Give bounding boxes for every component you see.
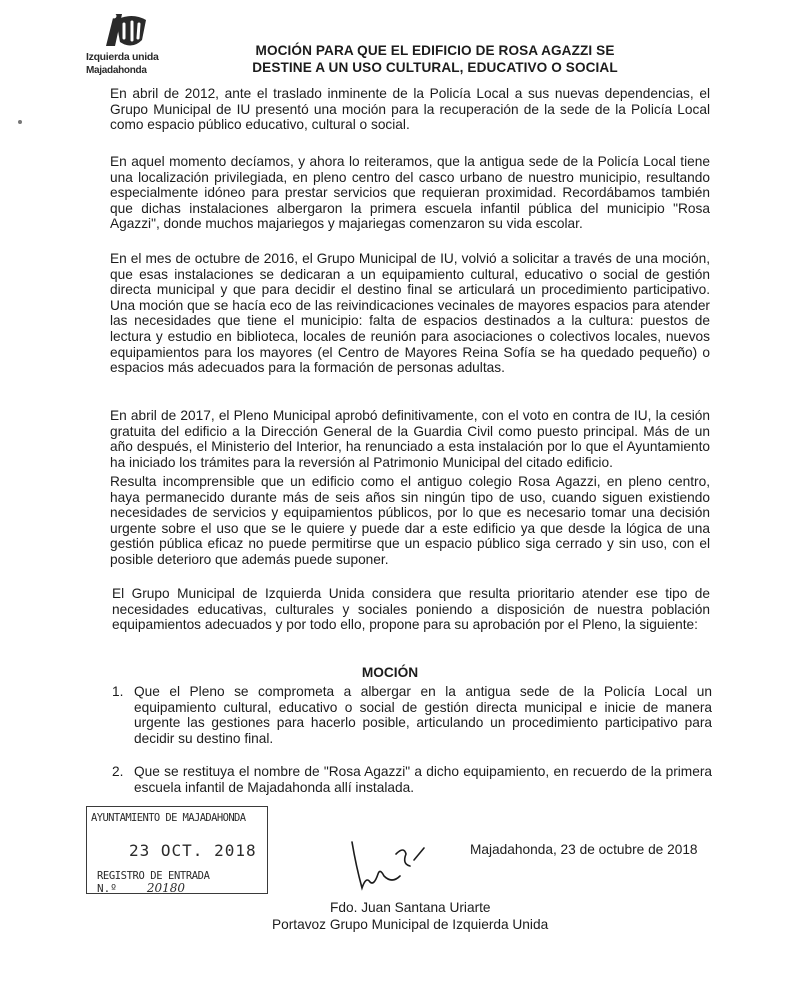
stamp-number (97, 881, 185, 895)
paragraph-5: Resulta incomprensible que un edificio como el antiguo colegio Rosa Agazzi, en pleno centro, haya permanecido durante más de seis años sin ningún tipo de uso, cuando siguen existiendo necesidades de servicios y equipamientos públicos, por lo que es necesario tomar una decisión urgente sobre el uso que se le quiere y puede dar a este edificio ya que desde la lógica de una gestión pública eficaz no puede permitirse que un espacio público siga cerrado y sin uso, con el posible deterioro que además puede suponer. (110, 474, 710, 567)
paragraph-4: En abril de 2017, el Pleno Municipal aprobó definitivamente, con el voto en contra de IU, la cesión gratuita del edificio a la Dirección General de la Guardia Civil como puesto principal. Más de un año después, el Ministerio del Interior, ha renunciado a esta instalación por lo que el Ayuntamiento ha iniciado los trámites para la reversión al Patrimonio Municipal del citado edificio. (110, 408, 710, 470)
izquierda-unida-logo (86, 10, 166, 76)
item-text: Que el Pleno se comprometa a albergar en la antigua sede de la Policía Local un equipamiento cultural, educativo o social de gestión directa municipal e inicie de manera urgente las gestiones para hacerlo posible, articulando un procedimiento participativo para decidir su destino final. (134, 684, 712, 746)
stamp-number-label: N.º (97, 882, 117, 895)
place-and-date: Majadahonda, 23 de octubre de 2018 (470, 842, 698, 857)
stamp-number-value: 20180 (146, 881, 186, 895)
item-number: 2. (112, 764, 124, 779)
registry-stamp (86, 806, 268, 894)
signer-role: Portavoz Grupo Municipal de Izquierda Unida (272, 917, 549, 932)
title-line-2: DESTINE A UN USO CULTURAL, EDUCATIVO O SOCIAL (252, 60, 618, 75)
signature-icon (340, 836, 440, 896)
scan-edge-mark (18, 120, 22, 124)
item-number: 1. (112, 684, 124, 699)
item-text: Que se restituya el nombre de "Rosa Agazzi" a dicho equipamiento, en recuerdo de la primera escuela infantil de Majadahonda allí instalada. (134, 764, 712, 795)
paragraph-6: El Grupo Municipal de Izquierda Unida considera que resulta prioritario atender ese tipo de necesidades educativas, culturales y sociales poniendo a disposición de nuestra población equipamientos adecuados y por todo ello, propone para su aprobación por el Pleno, la siguiente: (112, 586, 710, 633)
logo-text-line2: Majadahonda (86, 65, 147, 76)
stamp-date: 23 OCT. 2018 (129, 841, 257, 860)
mocion-item-2 (112, 764, 712, 795)
paragraph-2: En aquel momento decíamos, y ahora lo reiteramos, que la antigua sede de la Policía Local tiene una localización privilegiada, en pleno centro del casco urbano de nuestro municipio, resultando especialmente idóneo para prestar servicios que requieran proximidad. Recordábamos también que dichas instalaciones albergaron la primera escuela infantil pública del municipio "Rosa Agazzi", donde muchos majariegos y majariegas comenzaron su vida escolar. (110, 154, 710, 232)
iu-logo-mark-icon (102, 10, 150, 48)
stamp-registry-label: REGISTRO DE ENTRADA (97, 870, 210, 882)
document-title (200, 42, 670, 76)
paragraph-3: En el mes de octubre de 2016, el Grupo Municipal de IU, volvió a solicitar a través de una moción, que esas instalaciones se dedicaran a un equipamiento cultural, educativo o social de gestión directa municipal y que para decidir el destino final se articulará un procedimiento participativo. Una moción que se hacía eco de las reivindicaciones vecinales de mayores espacios para atender las necesidades que tiene el municipio: falta de espacios destinados a la cultura: puestos de lectura y estudio en biblioteca, locales de reunión para asociaciones o colectivos locales, nuevos equipamientos para los mayores (el Centro de Mayores Reina Sofía se ha quedado pequeño) o espacios más adecuados para la formación de personas adultas. (110, 251, 710, 376)
mocion-heading: MOCIÓN (361, 665, 419, 680)
stamp-header: AYUNTAMIENTO DE MAJADAHONDA (91, 812, 246, 824)
title-line-1: MOCIÓN PARA QUE EL EDIFICIO DE ROSA AGAZZI SE (255, 43, 615, 58)
signer-name: Fdo. Juan Santana Uriarte (330, 900, 491, 915)
paragraph-1: En abril de 2012, ante el traslado inminente de la Policía Local a sus nuevas dependencias, el Grupo Municipal de IU presentó una moción para la recuperación de la sede de la Policía Local como espacio público educativo, cultural o social. (110, 86, 710, 133)
logo-text-line1: Izquierda unida (86, 51, 159, 63)
mocion-item-1 (112, 684, 712, 746)
